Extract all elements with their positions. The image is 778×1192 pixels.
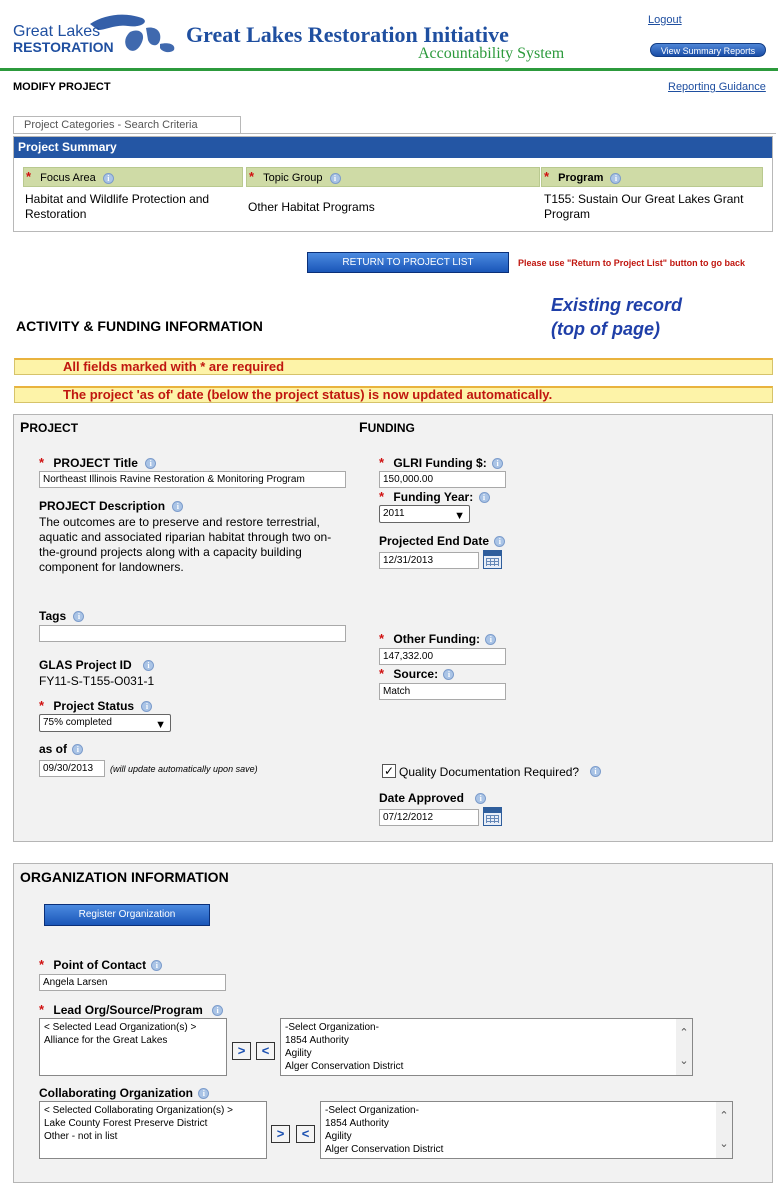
info-icon[interactable]: i — [73, 611, 84, 622]
glas-label: GLAS Project ID — [39, 658, 132, 672]
chevron-down-icon: ▼ — [454, 510, 465, 522]
info-icon[interactable]: i — [475, 793, 486, 804]
reporting-guidance-link[interactable]: Reporting Guidance — [668, 81, 766, 93]
poc-label: Point of Contact — [53, 958, 147, 972]
topic-group-label: Topic Group — [263, 172, 323, 184]
date-approved-input[interactable]: 07/12/2012 — [379, 809, 479, 826]
other-funding-label: Other Funding: — [393, 632, 481, 646]
date-approved-label-row — [379, 791, 486, 805]
focus-area-value: Habitat and Wildlife Protection and Restoration — [25, 192, 210, 221]
list-item[interactable]: Alger Conservation District — [285, 1061, 404, 1072]
view-summary-reports-button[interactable]: View Summary Reports — [650, 43, 766, 57]
list-item[interactable]: 1854 Authority — [285, 1035, 349, 1046]
lead-selected-list[interactable] — [39, 1018, 227, 1076]
info-icon[interactable]: i — [172, 501, 183, 512]
other-funding-input[interactable]: 147,332.00 — [379, 648, 506, 665]
logo-line2: RESTORATION — [13, 39, 114, 55]
end-date-label-row — [379, 534, 505, 548]
project-status-value: 75% completed — [43, 717, 112, 728]
return-to-project-list-button[interactable]: RETURN TO PROJECT LIST — [307, 252, 509, 273]
info-icon[interactable]: i — [212, 1005, 223, 1016]
info-icon[interactable]: i — [479, 492, 490, 503]
move-right-button[interactable]: > — [271, 1125, 290, 1143]
poc-input[interactable]: Angela Larsen — [39, 974, 226, 991]
project-heading-rest: ROJECT — [29, 421, 79, 435]
section-title: ACTIVITY & FUNDING INFORMATION — [16, 318, 263, 334]
scroll-down-icon[interactable]: ⌄ — [719, 1138, 729, 1150]
scroll-up-icon[interactable]: ⌃ — [679, 1027, 689, 1039]
header-divider — [0, 68, 778, 71]
project-status-select[interactable] — [39, 714, 171, 732]
end-date-label: Projected End Date — [379, 534, 490, 548]
project-summary-header — [14, 137, 772, 158]
focus-area-header: * Focus Area i — [23, 167, 243, 187]
glri-funding-label: GLRI Funding $: — [393, 456, 487, 470]
project-status-label: Project Status — [53, 699, 135, 713]
list-item[interactable]: Other - not in list — [44, 1131, 118, 1142]
list-item[interactable]: -Select Organization- — [285, 1022, 379, 1033]
calendar-icon[interactable] — [483, 550, 502, 569]
project-description-text: The outcomes are to preserve and restore terrestrial, aquatic and associated riparian habitat through two on-the-ground projects along with a capacity building component for landowners. — [39, 515, 332, 574]
project-description-label-row — [39, 499, 183, 513]
info-icon[interactable]: i — [590, 766, 601, 777]
project-title-label: PROJECT Title — [53, 456, 138, 470]
lead-org-label: Lead Org/Source/Program — [53, 1003, 203, 1017]
list-item[interactable]: Lake County Forest Preserve District — [44, 1118, 208, 1129]
scrollbar[interactable] — [676, 1019, 692, 1075]
source-label: Source: — [393, 667, 439, 681]
quality-label: Quality Documentation Required? — [399, 765, 580, 779]
page-title: MODIFY PROJECT — [13, 81, 111, 93]
collab-options-list[interactable] — [320, 1101, 733, 1159]
info-icon[interactable]: i — [145, 458, 156, 469]
topic-group-value: Other Habitat Programs — [248, 200, 375, 214]
list-item[interactable]: Agility — [285, 1048, 312, 1059]
project-status-label-row: * Project Status i — [39, 698, 152, 713]
end-date-input[interactable]: 12/31/2013 — [379, 552, 479, 569]
project-title-input[interactable]: Northeast Illinois Ravine Restoration & Monitoring Program — [39, 471, 346, 488]
program-value: T155: Sustain Our Great Lakes Grant Program — [544, 192, 744, 221]
info-icon[interactable]: i — [494, 536, 505, 547]
funding-year-select[interactable] — [379, 505, 470, 523]
collab-selected-list[interactable] — [39, 1101, 267, 1159]
tags-label: Tags — [39, 609, 67, 623]
glas-label-row — [39, 658, 154, 672]
funding-year-value: 2011 — [383, 508, 405, 519]
scrollbar[interactable] — [716, 1102, 732, 1158]
collab-label-row — [39, 1086, 209, 1100]
app-title: Great Lakes Restoration Initiative — [186, 22, 509, 47]
info-icon[interactable]: i — [151, 960, 162, 971]
funding-year-label: Funding Year: — [393, 490, 474, 504]
glri-funding-label-row: * GLRI Funding $: i — [379, 455, 503, 470]
list-item[interactable]: < Selected Lead Organization(s) > — [44, 1022, 197, 1033]
as-of-input[interactable]: 09/30/2013 — [39, 760, 105, 777]
info-icon[interactable]: i — [198, 1088, 209, 1099]
scroll-down-icon[interactable]: ⌄ — [679, 1055, 689, 1067]
as-of-note: (will update automatically upon save) — [110, 764, 258, 774]
move-left-button[interactable]: < — [256, 1042, 275, 1060]
tags-input[interactable] — [39, 625, 346, 642]
move-left-button[interactable]: < — [296, 1125, 315, 1143]
funding-heading-first: F — [359, 419, 368, 435]
app-subtitle: Accountability System — [418, 45, 565, 62]
tab-underline — [13, 133, 776, 134]
as-of-label-row — [39, 742, 83, 756]
funding-heading — [359, 419, 415, 435]
info-icon[interactable]: i — [485, 634, 496, 645]
chevron-down-icon: ▼ — [155, 719, 166, 731]
topic-group-header: * Topic Group i — [246, 167, 540, 187]
info-icon[interactable]: i — [443, 669, 454, 680]
tab-project-categories[interactable]: Project Categories - Search Criteria — [13, 116, 241, 134]
annotation-line2: (top of page) — [551, 319, 660, 339]
list-item[interactable]: -Select Organization- — [325, 1105, 419, 1116]
info-icon[interactable]: i — [330, 173, 341, 184]
info-icon[interactable]: i — [610, 173, 621, 184]
program-label: Program — [558, 172, 604, 184]
focus-area-label: Focus Area — [40, 172, 96, 184]
other-funding-label-row: * Other Funding: i — [379, 631, 496, 646]
move-right-button[interactable]: > — [232, 1042, 251, 1060]
as-of-banner: The project 'as of' date (below the project status) is now updated automatically. — [14, 386, 773, 403]
project-heading-first: P — [20, 419, 30, 435]
info-icon[interactable]: i — [492, 458, 503, 469]
poc-label-row: * Point of Contact i — [39, 957, 162, 972]
source-label-row: * Source: i — [379, 666, 454, 681]
list-item[interactable]: Alliance for the Great Lakes — [44, 1035, 168, 1046]
funding-heading-rest: UNDING — [367, 421, 415, 435]
info-icon[interactable]: i — [103, 173, 114, 184]
calendar-icon[interactable] — [483, 807, 502, 826]
project-description-label: PROJECT Description — [39, 499, 166, 513]
organization-heading: ORGANIZATION INFORMATION — [20, 869, 229, 885]
list-item[interactable]: Agility — [325, 1131, 352, 1142]
funding-year-label-row: * Funding Year: i — [379, 489, 490, 504]
project-heading — [20, 419, 78, 435]
info-icon[interactable]: i — [143, 660, 154, 671]
tags-label-row — [39, 609, 84, 623]
project-summary-title: Project Summary — [18, 140, 117, 154]
date-approved-label: Date Approved — [379, 791, 464, 805]
info-icon[interactable]: i — [72, 744, 83, 755]
list-item[interactable]: < Selected Collaborating Organization(s) > — [44, 1105, 233, 1116]
required-banner: All fields marked with * are required — [14, 358, 773, 375]
logout-link[interactable]: Logout — [648, 14, 682, 26]
as-of-label: as of — [39, 742, 68, 756]
quality-checkbox[interactable]: ✓ — [383, 764, 395, 778]
source-input[interactable]: Match — [379, 683, 506, 700]
glri-funding-input[interactable]: 150,000.00 — [379, 471, 506, 488]
return-note: Please use "Return to Project List" button to go back — [518, 258, 746, 268]
collab-label: Collaborating Organization — [39, 1086, 194, 1100]
program-header: * Program i — [541, 167, 763, 187]
logo — [10, 10, 180, 60]
register-organization-button[interactable]: Register Organization — [44, 904, 210, 926]
info-icon[interactable]: i — [141, 701, 152, 712]
scroll-up-icon[interactable]: ⌃ — [719, 1110, 729, 1122]
list-item[interactable]: Alger Conservation District — [325, 1144, 444, 1155]
lead-org-label-row: * Lead Org/Source/Program i — [39, 1002, 223, 1017]
annotation-line1: Existing record — [551, 295, 683, 315]
lead-options-list[interactable] — [280, 1018, 693, 1076]
list-item[interactable]: 1854 Authority — [325, 1118, 389, 1129]
project-title-label-row: * PROJECT Title i — [39, 455, 156, 470]
logo-line1: Great Lakes — [13, 23, 101, 40]
glas-value: FY11-S-T155-O031-1 — [39, 674, 155, 688]
